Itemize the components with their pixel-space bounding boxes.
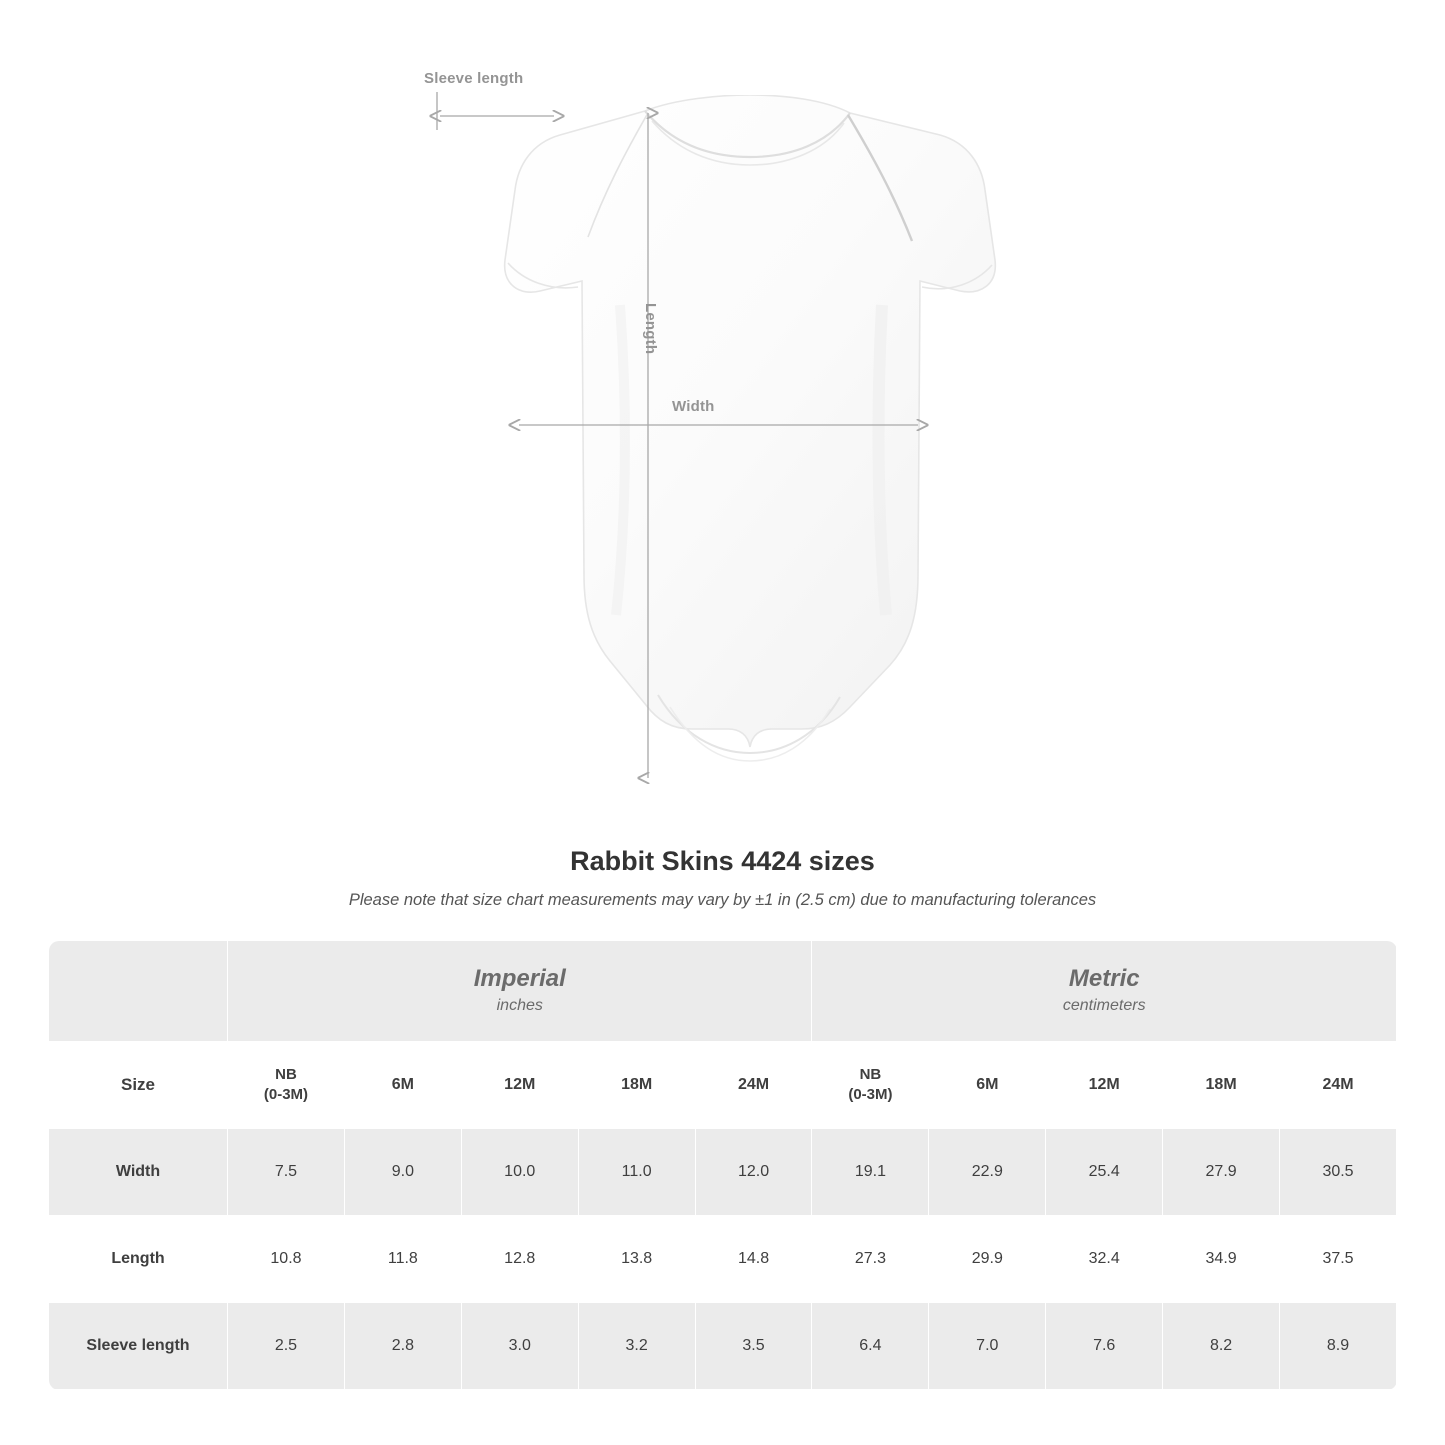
title-block bbox=[0, 846, 1445, 910]
row-label-width: Width bbox=[49, 1129, 228, 1216]
column-header-metric-24m: 24M bbox=[1280, 1042, 1397, 1129]
cell-sleeve-imperial-24m: 3.5 bbox=[695, 1303, 812, 1390]
cell-width-imperial-12m: 10.0 bbox=[461, 1129, 578, 1216]
cell-sleeve-metric-24m: 8.9 bbox=[1280, 1303, 1397, 1390]
width-label: Width bbox=[672, 398, 715, 415]
cell-length-imperial-18m: 13.8 bbox=[578, 1216, 695, 1303]
row-label-length: Length bbox=[49, 1216, 228, 1303]
cell-length-metric-18m: 34.9 bbox=[1163, 1216, 1280, 1303]
unit-group-imperial-sub: inches bbox=[496, 997, 543, 1014]
cell-sleeve-metric-6m: 7.0 bbox=[929, 1303, 1046, 1390]
cell-length-imperial-nb: 10.8 bbox=[228, 1216, 345, 1303]
column-header-imperial-24m: 24M bbox=[695, 1042, 812, 1129]
row-label-sleeve-length: Sleeve length bbox=[49, 1303, 228, 1390]
cell-width-imperial-18m: 11.0 bbox=[578, 1129, 695, 1216]
column-header-size: Size bbox=[49, 1042, 228, 1129]
column-header-metric-18m: 18M bbox=[1163, 1042, 1280, 1129]
unit-group-imperial-name: Imperial bbox=[473, 965, 566, 992]
unit-header-row bbox=[49, 941, 1397, 1042]
unit-header-spacer bbox=[49, 941, 228, 1042]
column-header-imperial-6m: 6M bbox=[344, 1042, 461, 1129]
cell-width-metric-nb: 19.1 bbox=[812, 1129, 929, 1216]
tolerance-note: Please note that size chart measurements may vary by ±1 in (2.5 cm) due to manufacturing tolerances bbox=[348, 891, 1097, 909]
table-row bbox=[49, 1129, 1397, 1216]
table-row bbox=[49, 1216, 1397, 1303]
cell-length-imperial-6m: 11.8 bbox=[344, 1216, 461, 1303]
page-title: Rabbit Skins 4424 sizes bbox=[570, 846, 875, 876]
cell-sleeve-imperial-nb: 2.5 bbox=[228, 1303, 345, 1390]
cell-width-metric-18m: 27.9 bbox=[1163, 1129, 1280, 1216]
cell-width-metric-12m: 25.4 bbox=[1046, 1129, 1163, 1216]
cell-length-imperial-12m: 12.8 bbox=[461, 1216, 578, 1303]
column-header-metric-12m: 12M bbox=[1046, 1042, 1163, 1129]
size-header-row bbox=[49, 1042, 1397, 1129]
unit-group-metric-sub: centimeters bbox=[1062, 997, 1146, 1014]
imperial-nb-main: NB bbox=[275, 1065, 297, 1083]
column-header-imperial-12m: 12M bbox=[461, 1042, 578, 1129]
unit-group-metric-name: Metric bbox=[1068, 965, 1140, 992]
column-header-imperial-18m: 18M bbox=[578, 1042, 695, 1129]
cell-length-metric-12m: 32.4 bbox=[1046, 1216, 1163, 1303]
metric-nb-main: NB bbox=[859, 1065, 882, 1083]
cell-width-imperial-24m: 12.0 bbox=[695, 1129, 812, 1216]
cell-width-metric-24m: 30.5 bbox=[1280, 1129, 1397, 1216]
cell-length-metric-nb: 27.3 bbox=[812, 1216, 929, 1303]
column-header-metric-nb bbox=[812, 1042, 929, 1129]
cell-sleeve-imperial-6m: 2.8 bbox=[344, 1303, 461, 1390]
sleeve-length-label: Sleeve length bbox=[424, 70, 524, 87]
unit-group-metric bbox=[812, 941, 1397, 1042]
size-chart-table bbox=[48, 940, 1397, 1390]
cell-sleeve-imperial-18m: 3.2 bbox=[578, 1303, 695, 1390]
unit-group-imperial bbox=[228, 941, 812, 1042]
imperial-nb-sub: (0-3M) bbox=[263, 1086, 309, 1103]
length-label: Length bbox=[642, 303, 659, 355]
cell-sleeve-metric-18m: 8.2 bbox=[1163, 1303, 1280, 1390]
metric-nb-sub: (0-3M) bbox=[848, 1086, 893, 1103]
cell-width-imperial-6m: 9.0 bbox=[344, 1129, 461, 1216]
cell-sleeve-metric-nb: 6.4 bbox=[812, 1303, 929, 1390]
column-header-metric-6m: 6M bbox=[929, 1042, 1046, 1129]
size-chart-table-wrapper bbox=[48, 940, 1397, 1390]
cell-length-metric-24m: 37.5 bbox=[1280, 1216, 1397, 1303]
cell-length-metric-6m: 29.9 bbox=[929, 1216, 1046, 1303]
cell-width-metric-6m: 22.9 bbox=[929, 1129, 1046, 1216]
cell-sleeve-imperial-12m: 3.0 bbox=[461, 1303, 578, 1390]
column-header-imperial-nb bbox=[228, 1042, 345, 1129]
table-row bbox=[49, 1303, 1397, 1390]
cell-sleeve-metric-12m: 7.6 bbox=[1046, 1303, 1163, 1390]
cell-length-imperial-24m: 14.8 bbox=[695, 1216, 812, 1303]
cell-width-imperial-nb: 7.5 bbox=[228, 1129, 345, 1216]
